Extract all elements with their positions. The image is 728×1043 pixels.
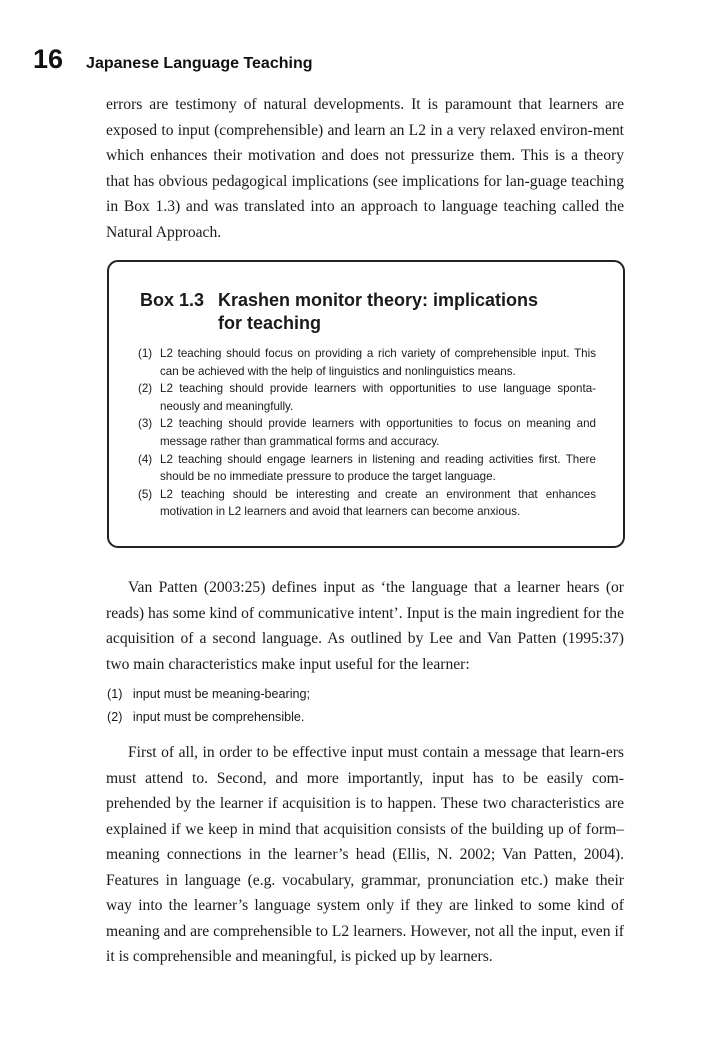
- box-title: [140, 289, 548, 335]
- box-list-item: [138, 486, 596, 521]
- box-item-text: L2 teaching should provide learners with opportunities to use language sponta-neously and meaningfully.: [160, 382, 596, 413]
- list-item-number: (1): [107, 687, 123, 701]
- box-list-item: [138, 345, 596, 380]
- list-item-text: input must be comprehensible.: [132, 710, 305, 724]
- paragraph-1: errors are testimony of natural developments. It is paramount that learners are exposed to input (comprehensible) and learn an L2 in a very relaxed environ-ment which enhances their motivation and does not pressurize them. This is a theory that has obvious pedagogical implications (see implications for lan-guage teaching in Box 1.3) and was translated into an approach to language teaching called the Natural Approach.: [106, 96, 624, 241]
- list-item: [107, 706, 310, 729]
- paragraph-3: First of all, in order to be effective input must contain a message that learn-ers must attend to. Second, and more importantly, input has to be easily com-prehended by the learner if acquisition is to happen. These two characteristics are explained if we keep in mind that acquisition consists of the building up of form–meaning connections in the learner’s head (Ellis, N. 2002; Van Patten, 2004). Features in language (e.g. vocabulary, grammar, pronunciation etc.) make their way into the learner’s language system only if they are linked to some kind of meaning and are comprehensible to L2 learners. However, not all the input, even if it is comprehensible and meaningful, is picked up by learners.: [106, 744, 624, 965]
- box-heading: Krashen monitor theory: implications for teaching: [218, 290, 539, 333]
- paragraph-2: Van Patten (2003:25) defines input as ‘the language that a learner hears (or reads) has some kind of communicative intent’. Input is the main ingredient for the acquisition of a second language. As outlined by Lee and Van Patten (1995:37) two main characteristics make input useful for the learner:: [106, 579, 624, 673]
- running-title: Japanese Language Teaching: [86, 55, 313, 72]
- box-item-text: L2 teaching should engage learners in listening and reading activities first. There should be no immediate pressure to produce the target language.: [160, 452, 596, 484]
- running-head: [33, 44, 312, 75]
- box-item-text: L2 teaching should focus on providing a rich variety of comprehensible input. This can be achieved with the help of linguistics and nonlinguistics means.: [160, 347, 596, 378]
- box-item-number: (5): [138, 487, 153, 501]
- page-number: 16: [33, 44, 64, 74]
- box-item-number: (2): [138, 382, 153, 396]
- box-list-item: [138, 380, 596, 415]
- box-item-text: L2 teaching should provide learners with opportunities to focus on meaning and message rather than grammatical forms and accuracy.: [160, 417, 596, 448]
- list-item: [107, 683, 310, 706]
- box-item-number: (3): [138, 417, 153, 431]
- box-list-item: [138, 451, 596, 486]
- box-list-item: [138, 415, 596, 450]
- box-item-number: (4): [138, 452, 153, 466]
- box-list: [138, 345, 596, 521]
- box-item-number: (1): [138, 347, 153, 360]
- list-item-text: input must be meaning-bearing;: [132, 687, 311, 701]
- box-label: Box 1.3: [140, 290, 205, 310]
- box-item-text: L2 teaching should be interesting and create an environment that enhances motivation in L2 learners and avoid that learners can become anxious.: [160, 487, 596, 519]
- list-item-number: (2): [107, 710, 123, 724]
- characteristics-list: [107, 683, 310, 729]
